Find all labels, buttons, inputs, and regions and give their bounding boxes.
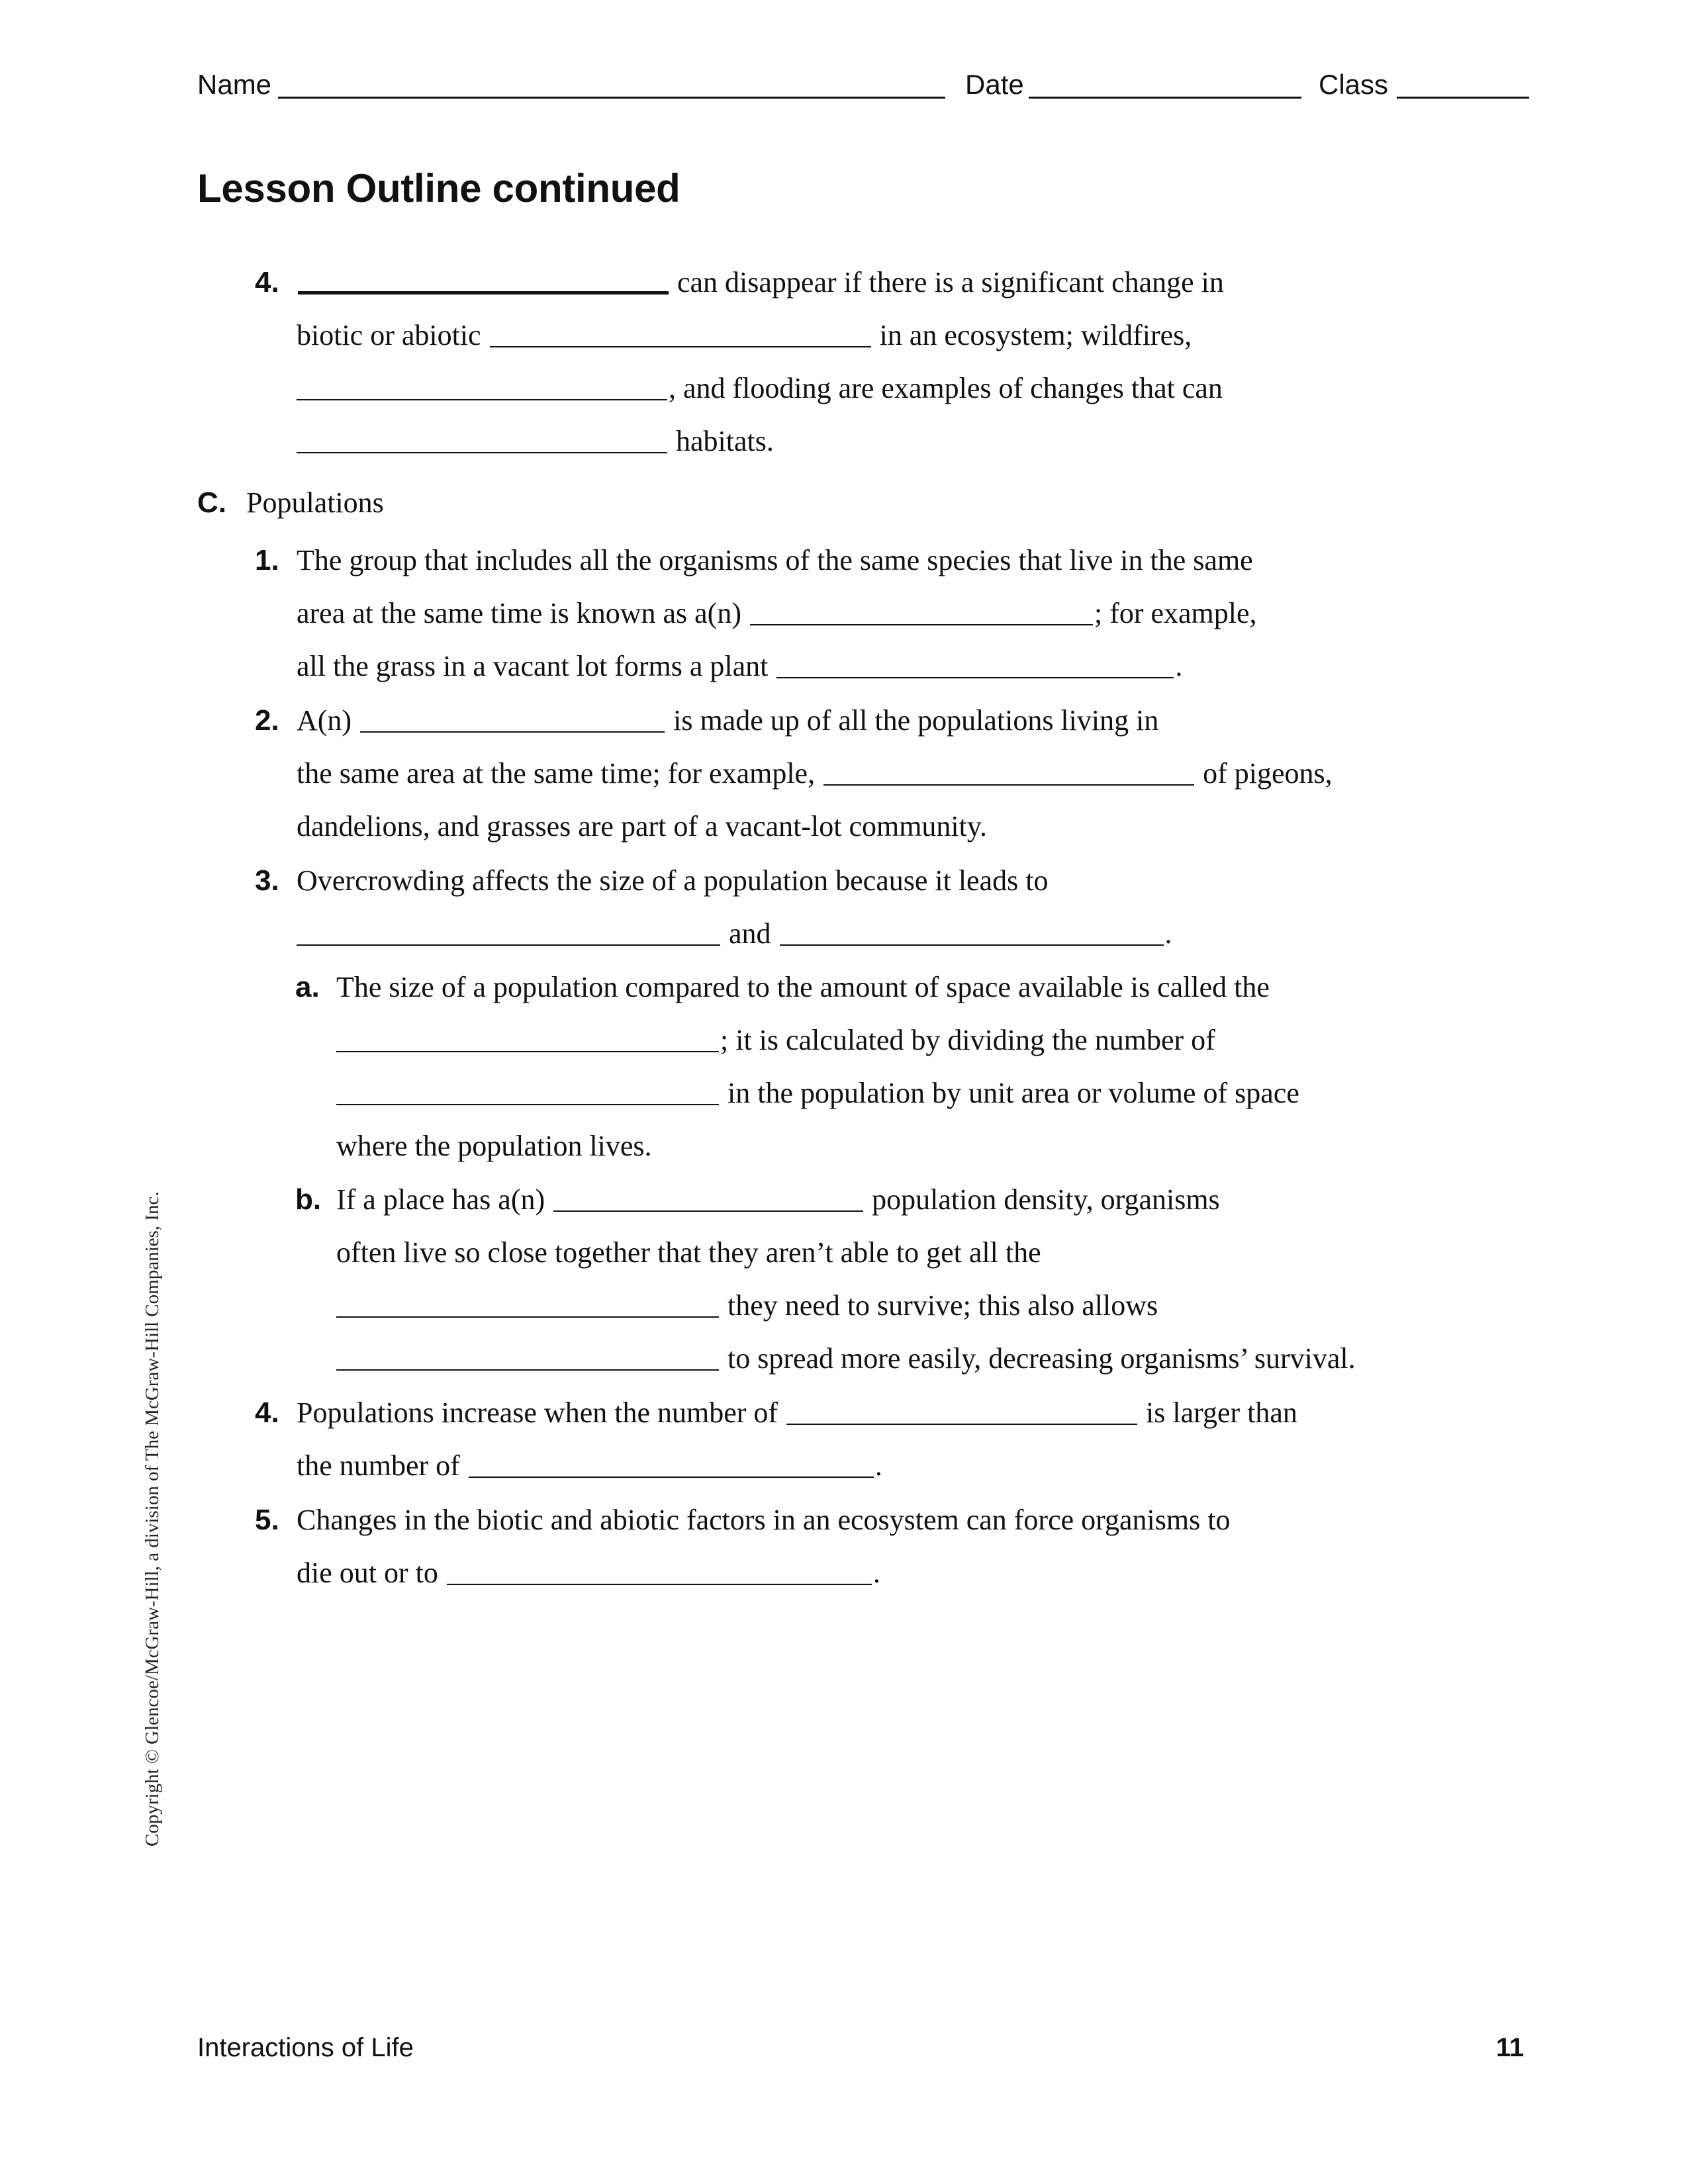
item-number: 5. (255, 1504, 279, 1536)
outline-line: often live so close together that they aren’t able to get all the (336, 1236, 1041, 1269)
page-number: 11 (1496, 2033, 1524, 2062)
outline-line (297, 916, 1172, 952)
line-text: Populations increase when the number of (297, 1396, 778, 1429)
line-text: . (872, 1557, 880, 1589)
outline-line (336, 1182, 1220, 1218)
line-text: A(n) (297, 704, 352, 737)
answer-blank[interactable] (786, 1424, 1137, 1425)
answer-blank[interactable] (750, 624, 1093, 625)
line-text: population density, organisms (872, 1183, 1220, 1216)
line-text: is made up of all the populations living in (673, 704, 1159, 737)
line-text: can disappear if there is a significant change in (677, 266, 1224, 298)
outline-line (297, 318, 1192, 353)
outline-line: Overcrowding affects the size of a population because it leads to (297, 864, 1049, 897)
outline-line: where the population lives. (336, 1130, 652, 1162)
page-title: Lesson Outline continued (197, 166, 680, 210)
answer-blank[interactable] (469, 1477, 874, 1478)
line-text: biotic or abiotic (297, 319, 481, 351)
outline-line (297, 649, 1182, 684)
line-text: habitats. (676, 425, 774, 457)
item-number: 4. (255, 266, 279, 298)
class-label: Class (1319, 69, 1389, 100)
item-letter: b. (295, 1183, 322, 1216)
class-field[interactable] (1397, 97, 1529, 99)
line-text: and (729, 917, 771, 950)
section-heading: Populations (246, 486, 384, 519)
line-text: ; for example, (1094, 597, 1257, 629)
section-letter: C. (197, 486, 226, 519)
answer-blank[interactable] (298, 291, 669, 295)
outline-line (297, 703, 1158, 739)
answer-blank[interactable] (336, 1369, 719, 1371)
answer-blank[interactable] (776, 677, 1174, 678)
outline-line (297, 1555, 880, 1591)
item-number: 4. (255, 1396, 279, 1429)
item-number: 3. (255, 864, 279, 897)
outline-line (336, 1341, 1356, 1377)
answer-blank[interactable] (297, 944, 720, 946)
item-number: 1. (255, 544, 279, 576)
answer-blank[interactable] (447, 1584, 872, 1585)
line-text: die out or to (297, 1557, 438, 1589)
answer-blank[interactable] (336, 1316, 719, 1318)
line-text: ; it is calculated by dividing the number of (720, 1024, 1215, 1056)
outline-line: The size of a population compared to the amount of space available is called the (336, 971, 1270, 1003)
outline-line: Changes in the biotic and abiotic factors in an ecosystem can force organisms to (297, 1504, 1231, 1536)
date-label: Date (965, 69, 1024, 100)
answer-blank[interactable] (297, 399, 667, 400)
line-text: is larger than (1146, 1396, 1297, 1429)
outline-line (297, 424, 774, 459)
answer-blank[interactable] (490, 346, 871, 347)
line-text: . (874, 1449, 882, 1482)
outline-line (297, 371, 1223, 406)
answer-blank[interactable] (553, 1210, 863, 1212)
answer-blank[interactable] (336, 1051, 719, 1052)
answer-blank[interactable] (297, 452, 667, 453)
item-letter: a. (295, 971, 320, 1003)
outline-line (297, 1448, 882, 1484)
line-text: they need to survive; this also allows (727, 1289, 1158, 1322)
outline-line: The group that includes all the organisms of the same species that live in the same (297, 544, 1253, 576)
line-text: , and flooding are examples of changes that can (669, 372, 1223, 404)
line-text: of pigeons, (1203, 757, 1333, 790)
outline-line (336, 1023, 1215, 1058)
outline-line (297, 1395, 1297, 1431)
name-label: Name (197, 69, 272, 100)
answer-blank[interactable] (780, 944, 1164, 946)
line-text: the number of (297, 1449, 460, 1482)
answer-blank[interactable] (360, 731, 665, 733)
worksheet-header (197, 69, 1529, 101)
line-text: in the population by unit area or volume of space (727, 1077, 1299, 1109)
date-field[interactable] (1029, 97, 1301, 99)
line-text: . (1175, 650, 1183, 682)
line-text: If a place has a(n) (336, 1183, 545, 1216)
outline-line (297, 265, 1224, 300)
copyright-notice: Copyright © Glencoe/McGraw-Hill, a division of The McGraw-Hill Companies, Inc. (142, 1191, 163, 1846)
outline-line (297, 756, 1333, 792)
line-text: all the grass in a vacant lot forms a plant (297, 650, 769, 682)
answer-blank[interactable] (336, 1104, 719, 1105)
line-text: . (1164, 917, 1172, 950)
item-number: 2. (255, 704, 279, 737)
outline-line (297, 596, 1257, 631)
footer-book-title: Interactions of Life (197, 2033, 414, 2062)
name-field[interactable] (278, 97, 945, 99)
outline-line (336, 1288, 1158, 1324)
answer-blank[interactable] (823, 784, 1194, 786)
line-text: to spread more easily, decreasing organisms’ survival. (727, 1342, 1356, 1375)
outline-line (336, 1075, 1299, 1111)
outline-line: dandelions, and grasses are part of a vacant-lot community. (297, 810, 988, 842)
line-text: the same area at the same time; for example, (297, 757, 816, 790)
line-text: in an ecosystem; wildfires, (879, 319, 1192, 351)
line-text: area at the same time is known as a(n) (297, 597, 741, 629)
